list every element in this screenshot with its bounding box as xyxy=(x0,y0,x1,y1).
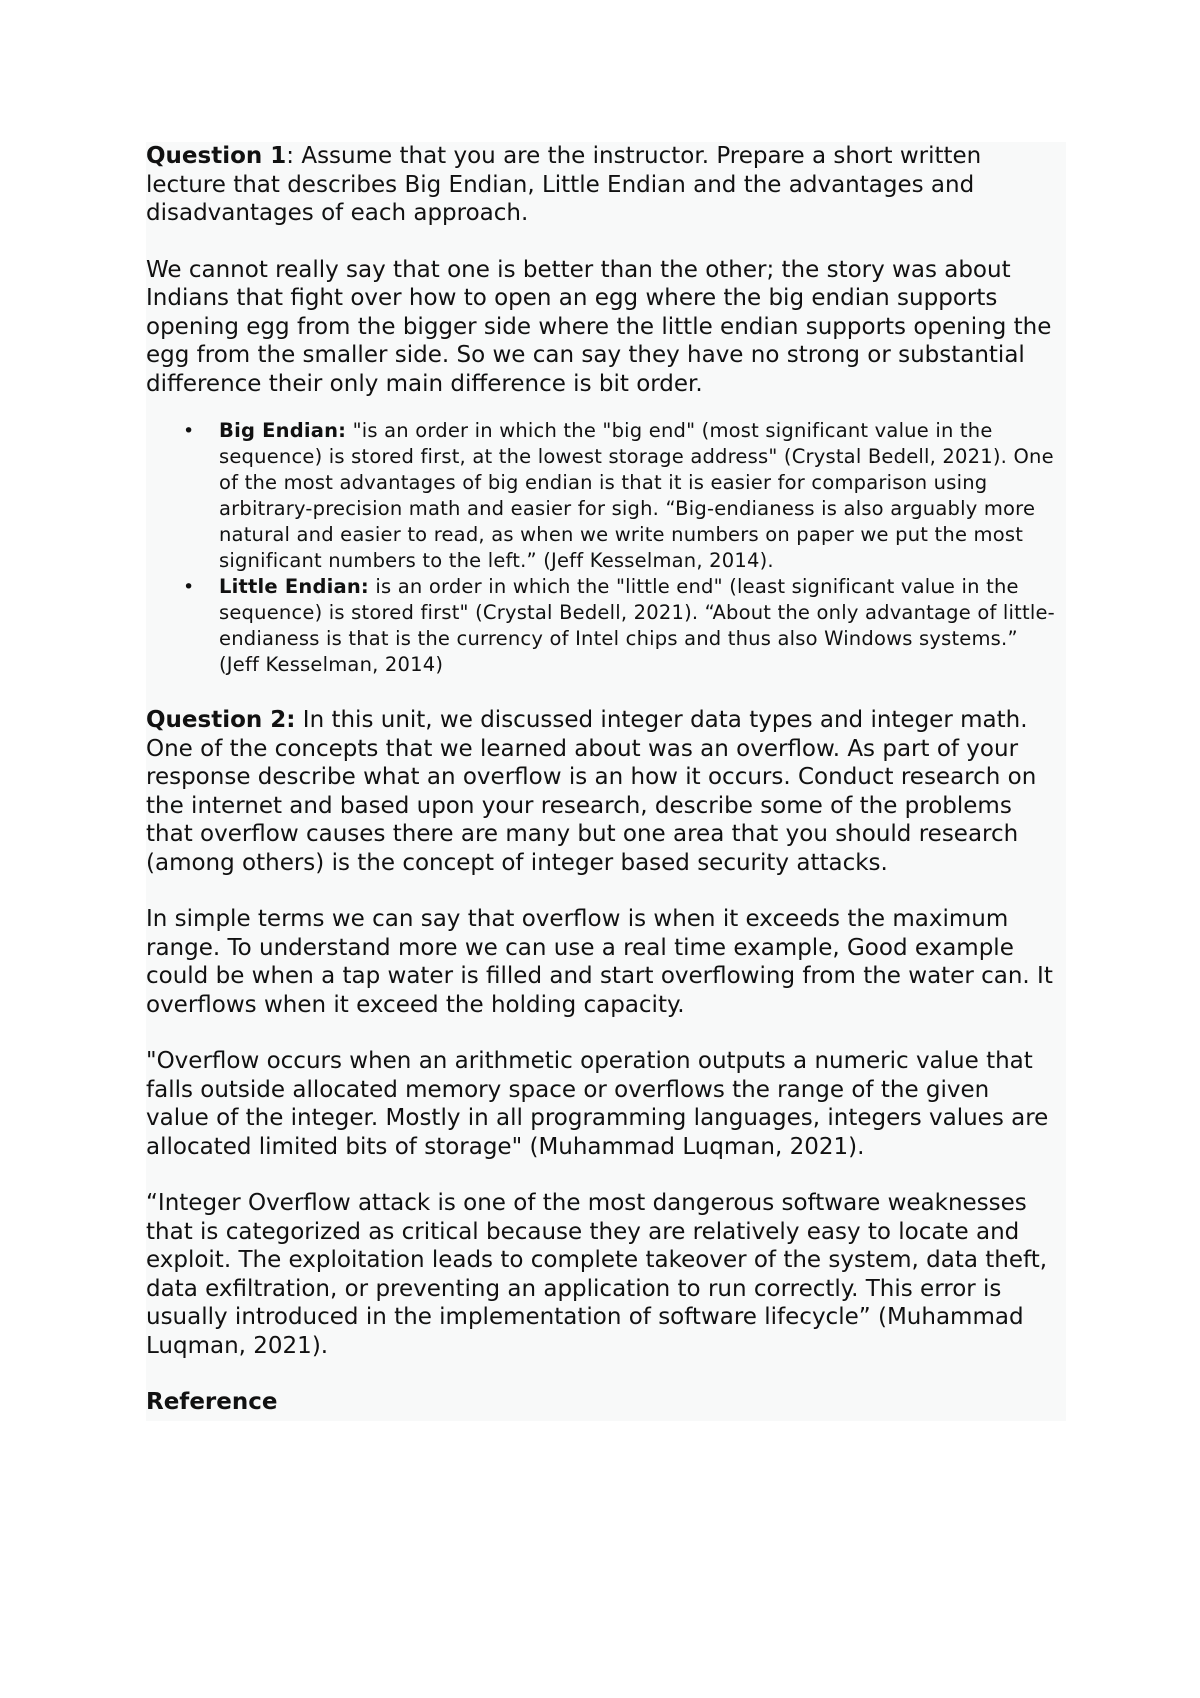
bullet-text: "is an order in which the "big end" (most significant value in the sequence) is stored first, at the lowest storage address" (Crystal Bedell, 2021). One of the most advantages of big endian is that it is easier for comparison using arbitrary-precision math and easier for sigh. “Big-endianess is also arguably more natural and easier to read, as when we write numbers on paper we put the most significant numbers to the left.” (Jeff Kesselman, 2014). xyxy=(219,419,1054,572)
bullet-text: is an order in which the "little end" (least significant value in the sequence) is stored first" (Crystal Bedell, 2021). “About the only advantage of little-endianess is that is the currency of Intel chips and thus also Windows systems.” (Jeff Kesselman, 2014) xyxy=(219,575,1055,676)
endian-bullet-list xyxy=(146,418,1066,678)
bullet-term: Little Endian: xyxy=(219,575,369,598)
question-1-label: Question 1 xyxy=(146,143,287,169)
bullet-little-endian xyxy=(146,574,1059,678)
answer-2-paragraph-2: "Overflow occurs when an arithmetic operation outputs a numeric value that falls outside allocated memory space or overflows the range of the given value of the integer. Mostly in all programming languages, integers values are allocated limited bits of storage" (Muhammad Luqman, 2021). xyxy=(146,1048,1049,1160)
question-2 xyxy=(146,706,1056,877)
answer-1-intro: We cannot really say that one is better than the other; the story was about Indians that fight over how to open an egg where the big endian supports opening egg from the bigger side where the little endian supports opening the egg from the smaller side. So we can say they have no strong or substantial difference their only main difference is bit order. xyxy=(146,256,1052,397)
question-2-text: In this unit, we discussed integer data types and integer math. One of the concepts that we learned about was an overflow. As part of your response describe what an overflow is an how it occurs. Conduct research on the internet and based upon your research, describe some of the problems that overflow causes there are many but one area that you should research (among others) is the concept of integer based security attacks. xyxy=(146,707,1037,876)
question-1-text: : Assume that you are the instructor. Prepare a short written lecture that describes Big Endian, Little Endian and the advantages and disadvantages of each approach. xyxy=(146,143,982,226)
bullet-icon: • xyxy=(183,420,195,442)
bullet-big-endian xyxy=(146,418,1059,574)
bullet-term: Big Endian: xyxy=(219,419,347,442)
bullet-icon: • xyxy=(183,576,195,598)
answer-2-paragraph-1: In simple terms we can say that overflow is when it exceeds the maximum range. To understand more we can use a real time example, Good example could be when a tap water is filled and start overflowing from the water can. It overflows when it exceed the holding capacity. xyxy=(146,906,1053,1018)
answer-2-paragraph-3: “Integer Overflow attack is one of the most dangerous software weaknesses that is categorized as critical because they are relatively easy to locate and exploit. The exploitation leads to complete takeover of the system, data theft, data exfiltration, or preventing an application to run correctly. This error is usually introduced in the implementation of software lifecycle” (Muhammad Luqman, 2021). xyxy=(146,1190,1048,1359)
question-2-label: Question 2: xyxy=(146,707,296,733)
question-1 xyxy=(146,142,1056,228)
document-body xyxy=(146,142,1066,1421)
reference-heading: Reference xyxy=(146,1389,278,1415)
